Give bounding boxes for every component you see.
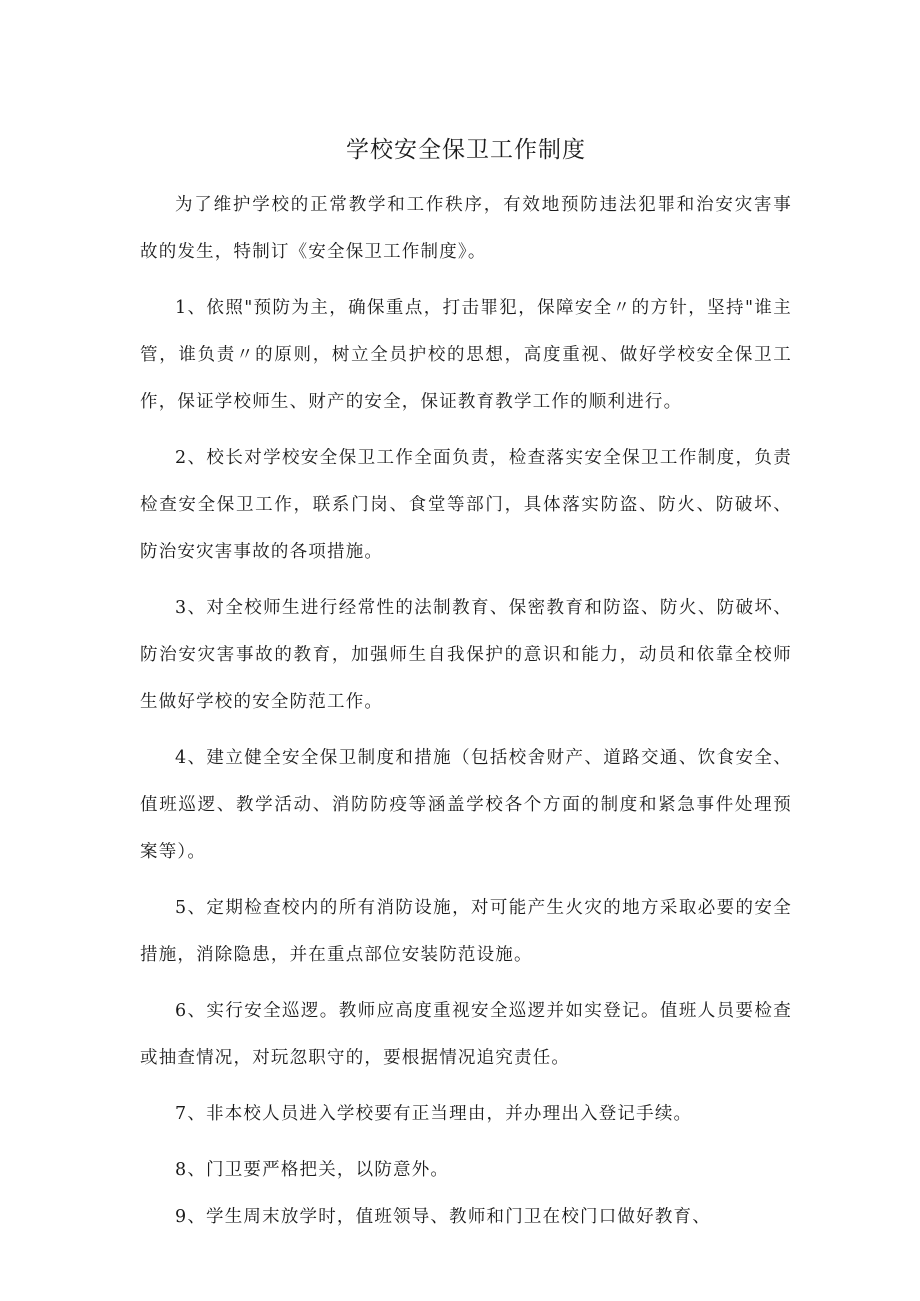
clause-8-paragraph: 8、门卫要严格把关，以防意外。	[175, 1160, 450, 1180]
intro-paragraph: 为了维护学校的正常教学和工作秩序，有效地预防违法犯罪和治安灾害事故的发生，特制订《安全保卫工作制度》。	[140, 195, 792, 262]
clause-3-paragraph: 3、对全校师生进行经常性的法制教育、保密教育和防盗、防火、防破坏、防治安灾害事故的教育，加强师生自我保护的意识和能力，动员和依靠全校师生做好学校的安全防范工作。	[140, 598, 792, 712]
clause-7-paragraph: 7、非本校人员进入学校要有正当理由，并办理出入登记手续。	[175, 1104, 693, 1124]
clause-6-paragraph: 6、实行安全巡逻。教师应高度重视安全巡逻并如实登记。值班人员要检查或抽查情况，对玩忽职守的，要根据情况追究责任。	[140, 1001, 792, 1068]
clause-2-paragraph: 2、校长对学校安全保卫工作全面负责，检查落实安全保卫工作制度，负责检查安全保卫工作，联系门岗、食堂等部门，具体落实防盗、防火、防破坏、防治安灾害事故的各项措施。	[140, 448, 792, 562]
page-title: 学校安全保卫工作制度	[346, 137, 586, 163]
clause-4-paragraph: 4、建立健全安全保卫制度和措施（包括校舍财产、道路交通、饮食安全、值班巡逻、教学活动、消防防疫等涵盖学校各个方面的制度和紧急事件处理预案等）。	[140, 748, 792, 862]
clause-1-paragraph: 1、依照"预防为主，确保重点，打击罪犯，保障安全〃的方针，坚持"谁主管，谁负责〃的原则，树立全员护校的思想，高度重视、做好学校安全保卫工作，保证学校师生、财产的安全，保证教育教学工作的顺利进行。	[140, 298, 792, 412]
clause-9-paragraph: 9、学生周末放学时，值班领导、教师和门卫在校门口做好教育、	[175, 1207, 711, 1227]
clause-5-paragraph: 5、定期检查校内的所有消防设施，对可能产生火灾的地方采取必要的安全措施，消除隐患，并在重点部位安装防范设施。	[140, 898, 792, 965]
